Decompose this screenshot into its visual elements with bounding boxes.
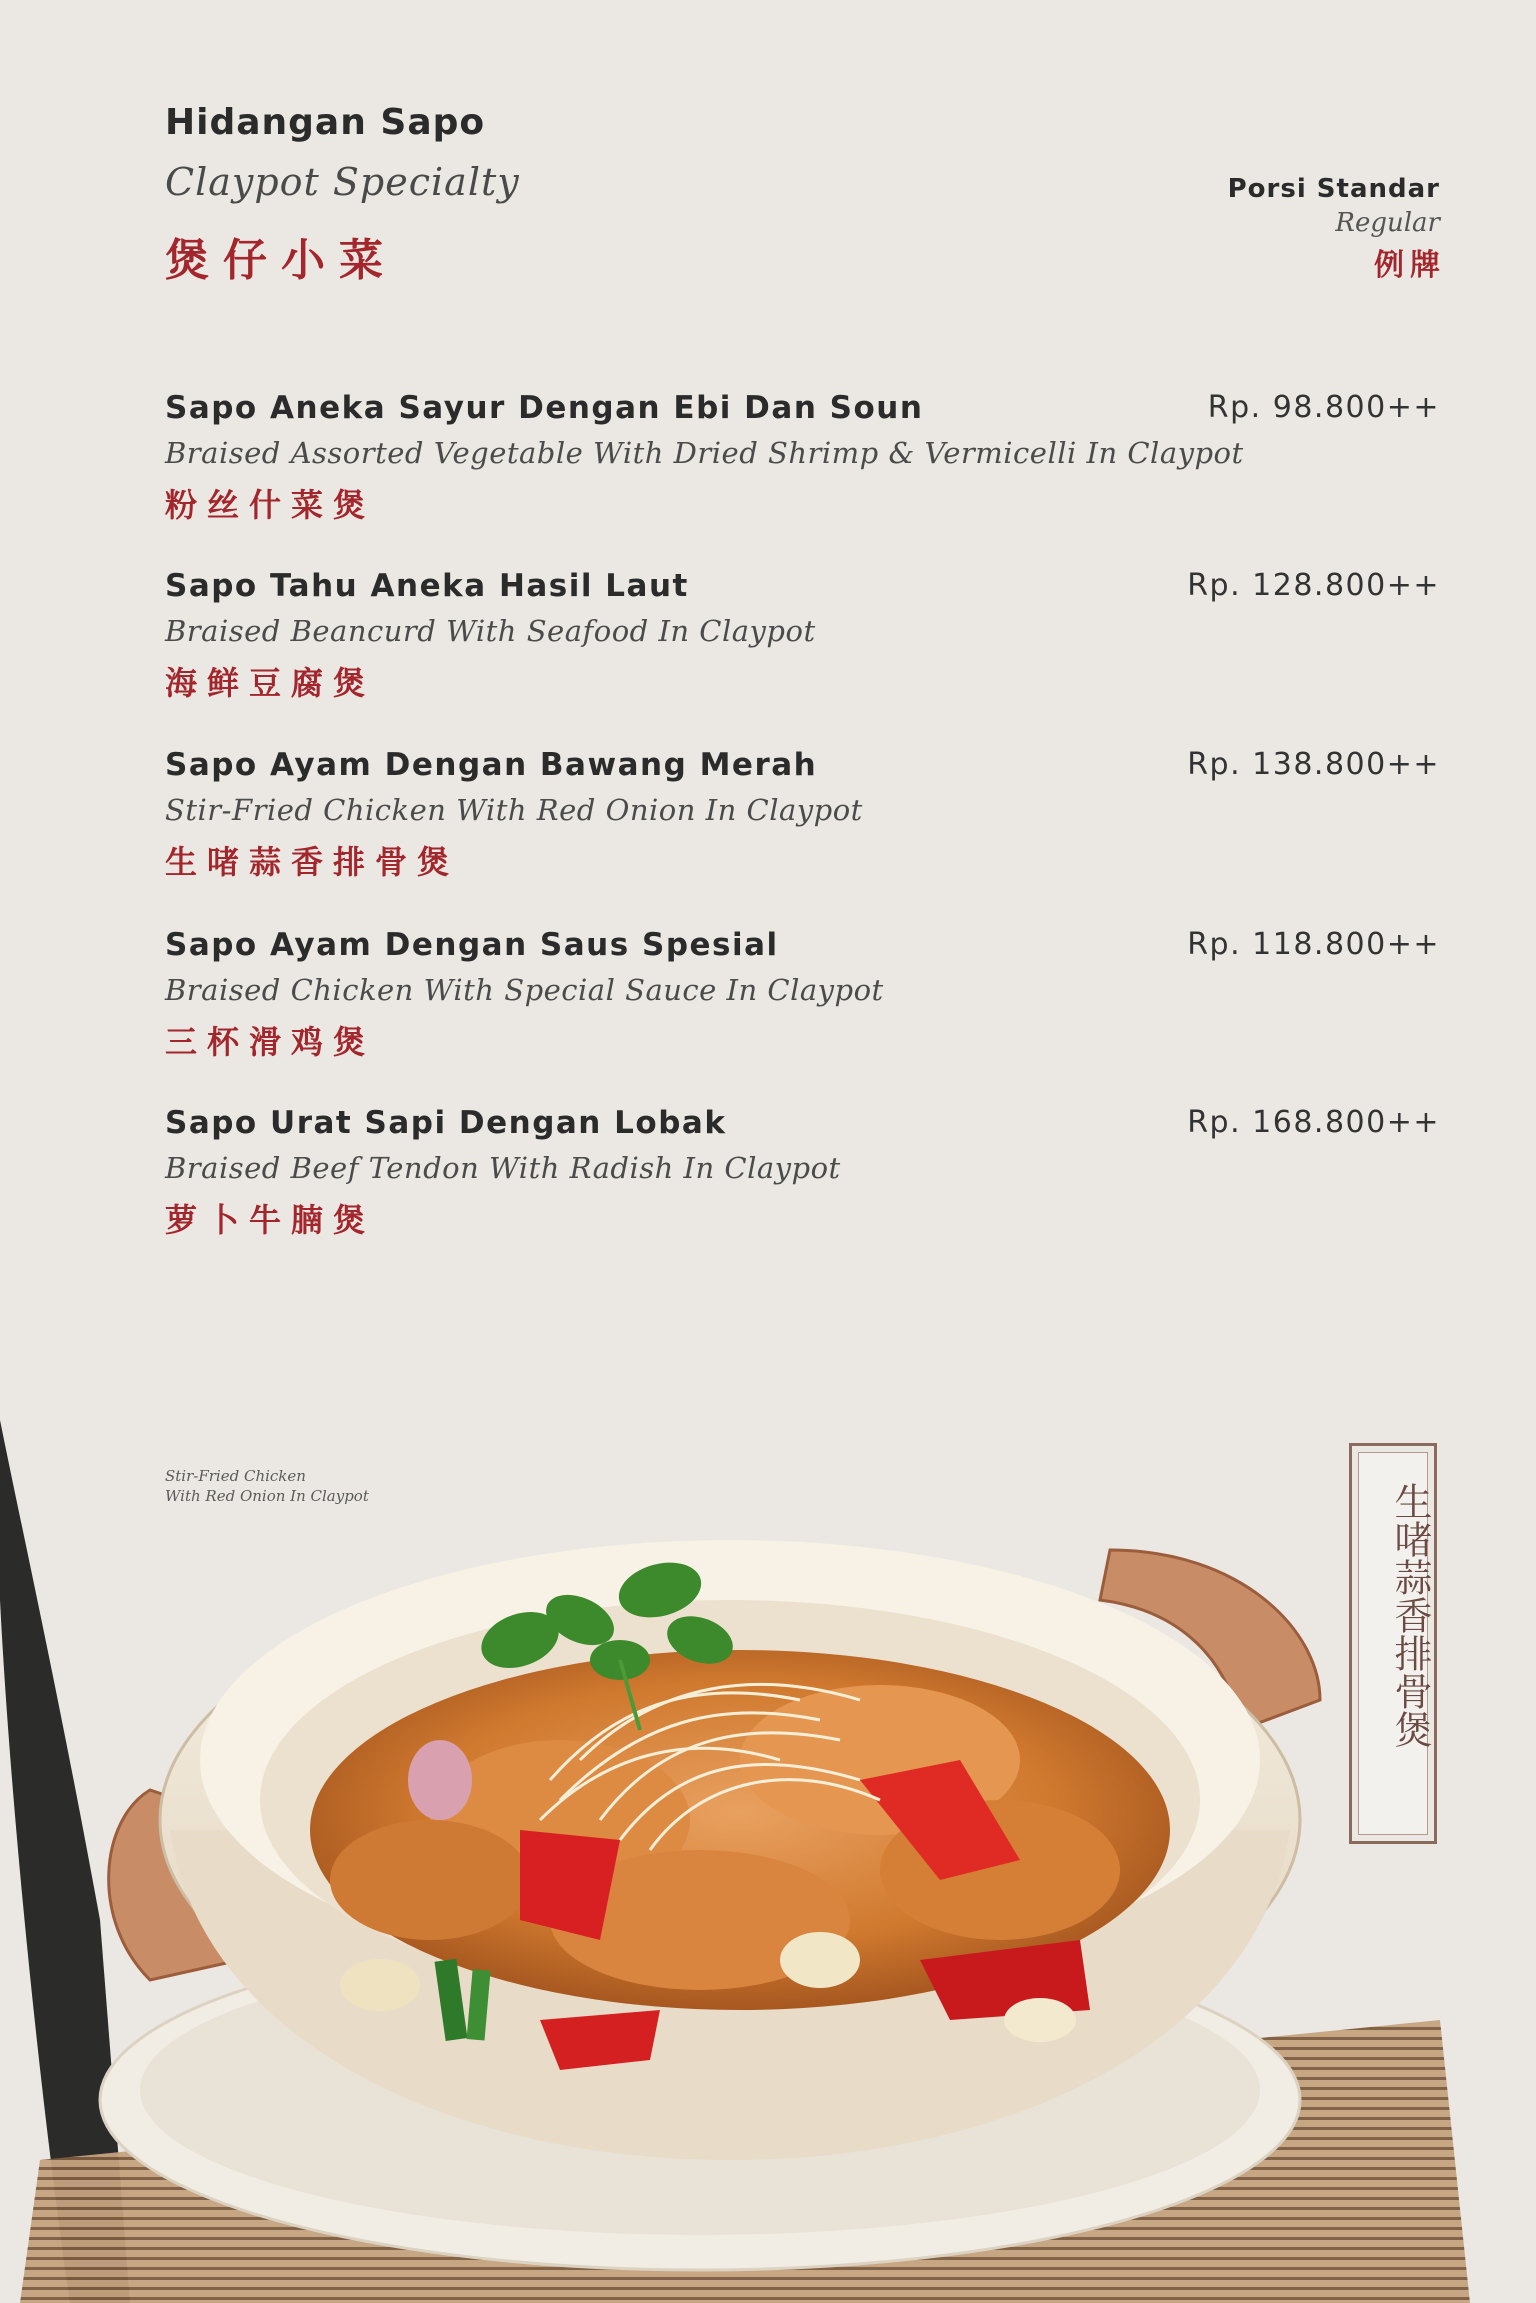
dish-photo bbox=[0, 1400, 1536, 2303]
vertical-label-text: 生啫蒜香排骨煲 bbox=[1388, 1482, 1432, 1748]
photo-caption bbox=[165, 1466, 425, 1506]
menu-item-price: Rp. 128.800++ bbox=[1187, 568, 1440, 603]
portion-chinese: 例牌 bbox=[1374, 248, 1446, 283]
menu-item-name: Sapo Ayam Dengan Bawang Merah bbox=[165, 747, 818, 783]
menu-item-english: Braised Assorted Vegetable With Dried Shrimp & Vermicelli In Claypot bbox=[165, 436, 1244, 470]
menu-item-english: Braised Beancurd With Seafood In Claypot bbox=[165, 614, 816, 648]
portion-header bbox=[1227, 174, 1446, 284]
menu-item-chinese: 萝卜牛腩煲 bbox=[165, 1201, 376, 1239]
menu-item-chinese: 海鲜豆腐煲 bbox=[165, 664, 376, 702]
menu-item-price: Rp. 138.800++ bbox=[1187, 747, 1440, 782]
menu-item-price: Rp. 118.800++ bbox=[1187, 927, 1440, 962]
page-title: Hidangan Sapo bbox=[165, 102, 486, 143]
menu-item-chinese: 三杯滑鸡煲 bbox=[165, 1023, 376, 1061]
portion-label: Porsi Standar bbox=[1227, 174, 1440, 204]
caption-line: With Red Onion In Claypot bbox=[165, 1487, 369, 1505]
menu-item[interactable] bbox=[165, 568, 1440, 708]
portion-sub: Regular bbox=[1335, 208, 1440, 238]
caption-line: Stir-Fried Chicken bbox=[165, 1467, 306, 1485]
garlic bbox=[780, 1932, 860, 1988]
menu-item[interactable] bbox=[165, 747, 1440, 887]
menu-item-name: Sapo Aneka Sayur Dengan Ebi Dan Soun bbox=[165, 390, 924, 426]
shallot bbox=[408, 1740, 472, 1820]
menu-item-name: Sapo Urat Sapi Dengan Lobak bbox=[165, 1105, 727, 1141]
menu-item-chinese: 粉丝什菜煲 bbox=[165, 486, 376, 524]
vertical-dish-label bbox=[1349, 1443, 1437, 1844]
menu-item-english: Braised Chicken With Special Sauce In Claypot bbox=[165, 973, 884, 1007]
menu-item-english: Braised Beef Tendon With Radish In Claypot bbox=[165, 1151, 841, 1185]
menu-item-name: Sapo Ayam Dengan Saus Spesial bbox=[165, 927, 779, 963]
menu-item[interactable] bbox=[165, 390, 1440, 530]
menu-item[interactable] bbox=[165, 1105, 1440, 1245]
menu-item-price: Rp. 98.800++ bbox=[1207, 390, 1440, 425]
menu-item-chinese: 生啫蒜香排骨煲 bbox=[165, 843, 460, 881]
menu-item-price: Rp. 168.800++ bbox=[1187, 1105, 1440, 1140]
menu-item-name: Sapo Tahu Aneka Hasil Laut bbox=[165, 568, 689, 604]
menu-item[interactable] bbox=[165, 927, 1440, 1067]
page-title-chinese: 煲仔小菜 bbox=[165, 235, 397, 286]
menu-item-english: Stir-Fried Chicken With Red Onion In Claypot bbox=[165, 793, 863, 827]
page-subtitle: Claypot Specialty bbox=[165, 160, 520, 204]
